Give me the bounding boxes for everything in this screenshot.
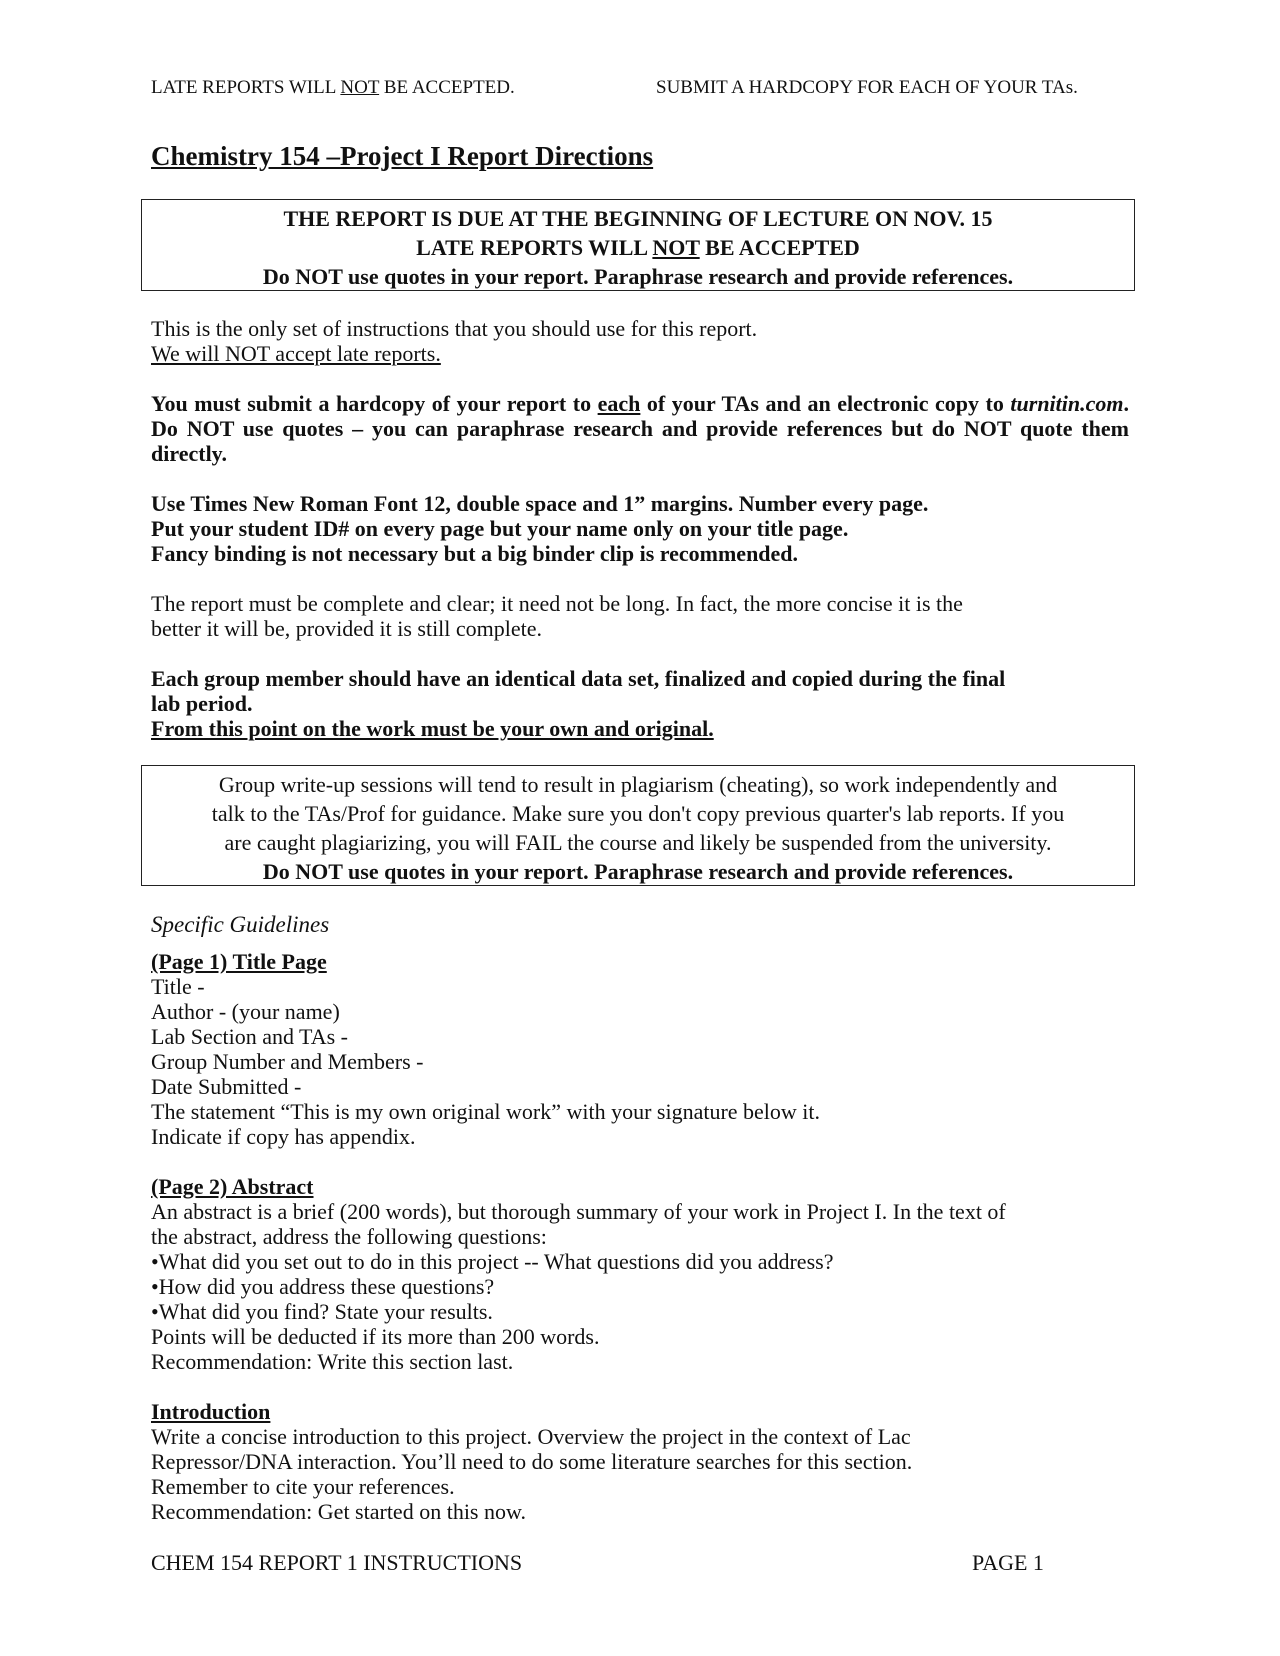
due-date-box [141, 199, 1135, 291]
introduction-line: Recommendation: Get started on this now. [151, 1499, 526, 1524]
plagiarism-line-2: talk to the TAs/Prof for guidance. Make sure you don't copy previous quarter's lab reports. If you [211, 801, 1065, 826]
late-reports-line [142, 233, 1134, 262]
plagiarism-warning-box [141, 765, 1135, 886]
format-line-2: Put your student ID# on every page but your name only on your title page. [151, 516, 849, 541]
title-page-item: The statement “This is my own original work” with your signature below it. [151, 1099, 821, 1124]
introduction-line: Repressor/DNA interaction. You’ll need to do some literature searches for this section. [151, 1449, 913, 1474]
abstract-line: •What did you find? State your results. [151, 1299, 493, 1324]
title-page-item: Indicate if copy has appendix. [151, 1124, 416, 1149]
submission-part1: You must submit a hardcopy of your report to [151, 391, 598, 416]
header-hardcopy-notice: SUBMIT A HARDCOPY FOR EACH OF YOUR TAs. [656, 77, 1078, 98]
group-line-3: From this point on the work must be your own and original. [151, 716, 714, 741]
abstract-line: Recommendation: Write this section last. [151, 1349, 514, 1374]
group-line-1: Each group member should have an identical data set, finalized and copied during the final [151, 666, 1006, 691]
header-late-post: BE ACCEPTED. [379, 77, 515, 98]
late-reports-not: NOT [652, 235, 700, 260]
plagiarism-line-1: Group write-up sessions will tend to result in plagiarism (cheating), so work independently and [218, 772, 1058, 797]
introduction-heading: Introduction [151, 1399, 271, 1424]
title-page-item: Lab Section and TAs - [151, 1024, 349, 1049]
header-late-not: NOT [340, 77, 380, 98]
header-late-pre: LATE REPORTS WILL [151, 77, 341, 98]
late-reports-post: BE ACCEPTED [699, 235, 860, 260]
guidelines-heading: Specific Guidelines [151, 912, 330, 937]
title-page-item: Date Submitted - [151, 1074, 302, 1099]
footer-title: CHEM 154 REPORT 1 INSTRUCTIONS [151, 1550, 523, 1575]
submission-part2: of your TAs and an electronic copy to [640, 391, 1011, 416]
abstract-line: •How did you address these questions? [151, 1274, 495, 1299]
abstract-line: Points will be deducted if its more than 200 words. [151, 1324, 600, 1349]
abstract-heading: (Page 2) Abstract [151, 1174, 314, 1199]
introduction-line: Remember to cite your references. [151, 1474, 455, 1499]
title-page-heading: (Page 1) Title Page [151, 949, 327, 974]
submission-part3: . Do NOT use quotes – you can paraphrase research and provide references but do NOT quote them directly. [151, 391, 1129, 466]
footer-page-number: PAGE 1 [972, 1550, 1044, 1575]
abstract-line: •What did you set out to do in this project -- What questions did you address? [151, 1249, 834, 1274]
title-page-item: Author - (your name) [151, 999, 340, 1024]
abstract-line: the abstract, address the following questions: [151, 1224, 547, 1249]
plagiarism-line-3: are caught plagiarizing, you will FAIL the course and likely be suspended from the university. [224, 830, 1052, 855]
no-late-reports-text: We will NOT accept late reports. [151, 341, 441, 366]
no-quotes-line: Do NOT use quotes in your report. Paraphrase research and provide references. [262, 264, 1014, 289]
abstract-line: An abstract is a brief (200 words), but thorough summary of your work in Project I. In the text of [151, 1199, 1006, 1224]
header-late-notice [151, 77, 515, 99]
submission-each: each [597, 391, 641, 416]
group-line-2: lab period. [151, 691, 253, 716]
introduction-line: Write a concise introduction to this project. Overview the project in the context of Lac [151, 1424, 911, 1449]
plagiarism-line-4: Do NOT use quotes in your report. Paraphrase research and provide references. [262, 859, 1014, 884]
format-line-3: Fancy binding is not necessary but a big binder clip is recommended. [151, 541, 799, 566]
title-page-item: Title - [151, 974, 205, 999]
submission-paragraph [151, 391, 1129, 466]
page-title: Chemistry 154 –Project I Report Directions [151, 141, 654, 171]
due-date-line: THE REPORT IS DUE AT THE BEGINNING OF LECTURE ON NOV. 15 [283, 206, 993, 231]
clarity-line-1: The report must be complete and clear; it need not be long. In fact, the more concise it is the [151, 591, 963, 616]
instructions-only-text: This is the only set of instructions that you should use for this report. [151, 316, 758, 341]
title-page-item: Group Number and Members - [151, 1049, 424, 1074]
late-reports-pre: LATE REPORTS WILL [416, 235, 653, 260]
clarity-line-2: better it will be, provided it is still complete. [151, 616, 543, 641]
submission-site: turnitin.com [1010, 391, 1124, 416]
format-line-1: Use Times New Roman Font 12, double space and 1” margins. Number every page. [151, 491, 929, 516]
